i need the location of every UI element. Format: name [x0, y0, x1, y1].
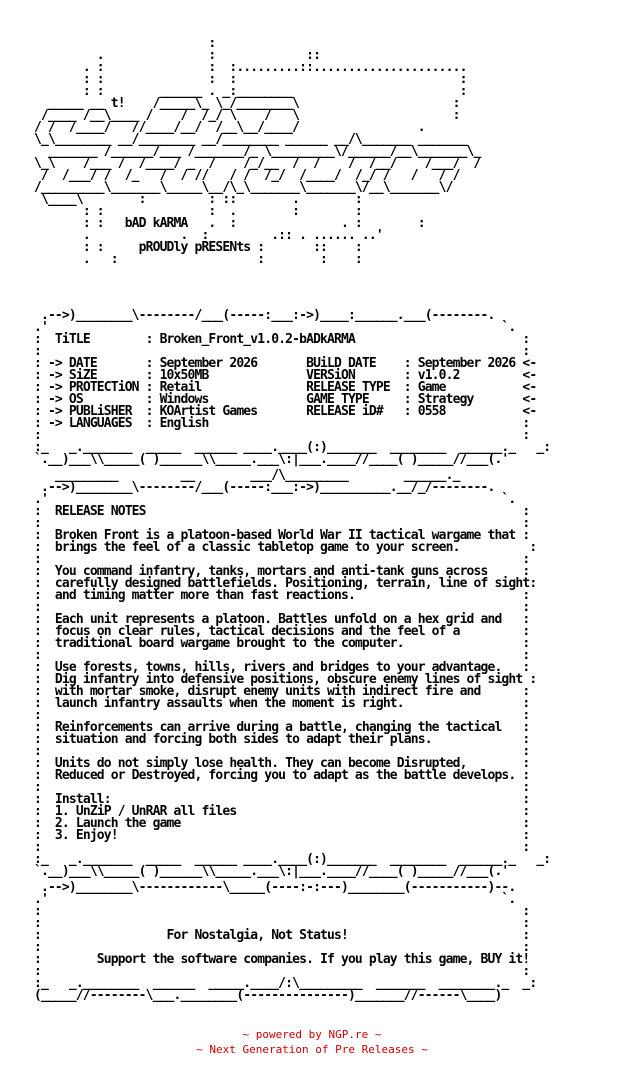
ngp-tagline-link[interactable]: ~ Next Generation of Pre Releases ~: [196, 1043, 428, 1056]
release-info-box: .-->)________\--------/___(-----:___:->)____:______.___(--------. .' `. : TiTLE : Broken_Front_v1.0.2-bADkARMA : : : : -> DATE : September 2026 BUiLD DATE : September 2026 <- : -> SiZE : 10x50MB VERSiON : v1.0.2 <- : -> PROTECTiON : Retail RELEASE TYPE : Game <- : -> OS : Windows GAME TYPE : Strategy <- : -> PUBLiSHER : KOArtist Games RELEASE iD# : 0558 <- : -> LANGUAGES : English : : : :_ _._______ _____ ______ ____.____(:)_______ ________ ______._ _: `.__)___\\_____( )______\\_____.___\:|___.____//____( )_____//___(.': [34, 308, 551, 467]
powered-by-link[interactable]: ~ powered by NGP.re ~: [242, 1028, 382, 1041]
release-notes-box: _________ __ ___/\_________ ______._ .-->)________\--------/___(-----:___:->)__________.__/_/--------. .' `. : RELEASE NOTES : : : : Broken Front is a platoon-based World War II tactical wargame that : : brings the feel of a classic tabletop game to your screen. : : : : You command infantry, tanks, mortars and anti-tank guns across : : carefully designed battlefields. Positioning, terrain, line of sight: : and timing matter more than fast reactions. : : : : Each unit represents a platoon. Battles unfold on a hex grid and : : focus on clear rules, tactical decisions and the feel of a : : traditional board wargame brought to the computer. : : : : Use forests, towns, hills, rivers and bridges to your advantage. : : Dig infantry into defensive positions, obscure enemy lines of sight : : with mortar smoke, disrupt enemy units with indirect fire and : : launch infantry assaults when the moment is right. : : : : Reinforcements can arrive during a battle, changing the tactical : : situation and forcing both sides to adapt their plans. : : : : Units do not simply lose health. They can become Disrupted, : : Reduced or Destroyed, forcing you to adapt as the battle develops. : : : : Install: : : 1. UnZiP / UnRAR all files : : 2. Launch the game : : 3. Enjoy! : : : :_ _._______ _____ ______ ____.____(:)_______ ________ ______._ _: `.__)___\\_____( )______\\_____.___\:|___.____//____( )_____//___(.': [34, 468, 551, 879]
outro-box: .-->)________\------------\_____(----:-:---)________(-----------)--. .' `. : : : : : For Nostalgia, Not Status! : : : : Support the software companies. If you play this game, BUY it! : : :_ _.________ ______ _____.____/:\_________ _______ ________._ _: (_____//--------\___.________(---------------)_______//------\____): [34, 880, 537, 1003]
bad-karma-ascii-logo: : . : :: . : : :.........::...................... : : : : : : : ______ . _:________ : _____ __ t! /_____\_ \_/________\ : /____ /__\____ / / /_/ \ / \ : / / /____/ //____/__/ /__\__/____/ . \_\________ __/________ __/________ ______ __/\_______ _______ _______ /______/___ /_______/_ \_________\/______/__\_______\_ \_\ /___ / /____/ _ / /_/__ / / / /__/ /___/ / / /___/ / /_ / / // / / /_/ /____/ /_/ / / / / /_________\_______\_____\__/\_\_______\_______\/__\_______\/ \____\ : : :: . : : : : . : : : : bAD kARMA . : . : : . . : .:: . ...... ..' : : pROUDly pRESENts : :: : . : : : :: [34, 36, 481, 267]
